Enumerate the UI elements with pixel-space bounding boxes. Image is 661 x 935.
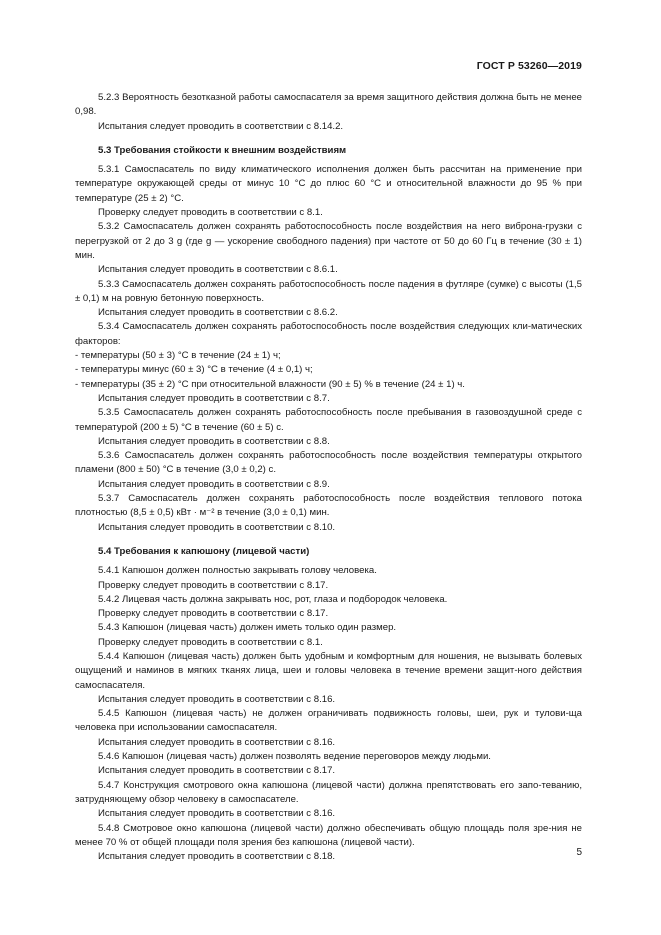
paragraph: 5.3.1 Самоспасатель по виду климатического исполнения должен быть рассчитан на применение при температуре окружающей среды от минус 10 °С до плюс 60 °С и относительной влажности до 95 % при температуре (25 ± 2) °С. — [75, 164, 582, 204]
page-number: 5 — [576, 847, 582, 858]
paragraph: 5.2.3 Вероятность безотказной работы самоспасателя за время защитного действия должна быть не менее 0,98. — [75, 92, 582, 118]
paragraph: Проверку следует проводить в соответствии с 8.17. — [98, 608, 329, 620]
paragraph: 5.4.7 Конструкция смотрового окна капюшона (лицевой части) должна препятствовать его запо-теванию, затрудняющему обзор человеку в самоспасателе. — [75, 779, 582, 805]
paragraph: Испытания следует проводить в соответствии с 8.6.2. — [98, 307, 338, 319]
list-item: - температуры минус (60 ± 3) °С в течение (4 ± 0,1) ч; — [75, 364, 313, 376]
paragraph: 5.4.1 Капюшон должен полностью закрывать голову человека. — [98, 565, 377, 577]
section-heading: 5.3 Требования стойкости к внешним воздействиям — [98, 144, 347, 156]
paragraph: Испытания следует проводить в соответствии с 8.18. — [98, 851, 336, 863]
paragraph: 5.4.5 Капюшон (лицевая часть) не должен ограничивать подвижность головы, шеи, рук и тулови-ща человека при использовании самоспасателя. — [75, 708, 582, 734]
paragraph: 5.4.4 Капюшон (лицевая часть) должен быть удобным и комфортным для ношения, не вызывать болевых ощущений и наминов в мягких тканях лица, шеи и головы человека в течение времени защит-ного действия самоспасателя. — [75, 650, 582, 691]
paragraph: Проверку следует проводить в соответствии с 8.17. — [98, 579, 329, 591]
paragraph: Проверку следует проводить в соответствии с 8.1. — [98, 636, 323, 648]
paragraph: Испытания следует проводить в соответствии с 8.7. — [98, 392, 330, 404]
document-body — [75, 91, 582, 864]
paragraph: 5.4.2 Лицевая часть должна закрывать нос, рот, глаза и подбородок человека. — [98, 593, 448, 605]
paragraph: Испытания следует проводить в соответствии с 8.14.2. — [98, 120, 344, 132]
paragraph: Испытания следует проводить в соответствии с 8.16. — [98, 808, 336, 820]
standard-number: ГОСТ Р 53260—2019 — [476, 60, 582, 72]
section-heading: 5.4 Требования к капюшону (лицевой части) — [98, 545, 310, 557]
paragraph: 5.4.3 Капюшон (лицевая часть) должен иметь только один размер. — [98, 622, 397, 634]
paragraph: 5.3.2 Самоспасатель должен сохранять работоспособность после воздействия на него виброна-грузки с перегрузкой от 2 до 3 g (где g — ускорение свободного падения) при частоте от 50 до 60 Гц в течение (30 ± 1) мин. — [75, 221, 582, 261]
paragraph: 5.3.4 Самоспасатель должен сохранять работоспособность после воздействия следующих кли-матических факторов: — [75, 321, 582, 347]
paragraph: 5.3.5 Самоспасатель должен сохранять работоспособность после пребывания в газовоздушной среде с температурой (200 ± 5) °С в течение (60 ± 5) с. — [75, 407, 582, 433]
paragraph: 5.4.6 Капюшон (лицевая часть) должен позволять ведение переговоров между людьми. — [98, 751, 491, 763]
paragraph: Испытания следует проводить в соответствии с 8.10. — [98, 521, 336, 533]
paragraph: Испытания следует проводить в соответствии с 8.6.1. — [98, 264, 338, 276]
list-item: - температуры (50 ± 3) °С в течение (24 ± 1) ч; — [75, 350, 281, 362]
paragraph: 5.4.8 Смотровое окно капюшона (лицевой части) должно обеспечивать общую площадь поля зре-ния не менее 70 % от общей площади поля зрения без капюшона (лицевой части). — [75, 822, 582, 848]
paragraph: Испытания следует проводить в соответствии с 8.8. — [98, 435, 330, 447]
list-item: - температуры (35 ± 2) °С при относительной влажности (90 ± 5) % в течение (24 ± 1) ч. — [75, 378, 465, 390]
paragraph: Испытания следует проводить в соответствии с 8.17. — [98, 765, 336, 777]
paragraph: Испытания следует проводить в соответствии с 8.9. — [98, 478, 330, 490]
paragraph: 5.3.3 Самоспасатель должен сохранять работоспособность после падения в футляре (сумке) с высоты (1,5 ± 0,1) м на ровную бетонную поверхность. — [75, 278, 582, 304]
paragraph: 5.3.7 Самоспасатель должен сохранять работоспособность после воздействия теплового потока плотностью (8,5 ± 0,5) кВт · м⁻² в течение (3,0 ± 0,1) мин. — [75, 493, 582, 519]
paragraph: 5.3.6 Самоспасатель должен сохранять работоспособность после воздействия температуры открытого пламени (800 ± 50) °С в течение (3,0 ± 0,2) с. — [75, 450, 582, 476]
paragraph: Испытания следует проводить в соответствии с 8.16. — [98, 693, 336, 705]
paragraph: Испытания следует проводить в соответствии с 8.16. — [98, 736, 336, 748]
paragraph: Проверку следует проводить в соответствии с 8.1. — [98, 207, 323, 219]
